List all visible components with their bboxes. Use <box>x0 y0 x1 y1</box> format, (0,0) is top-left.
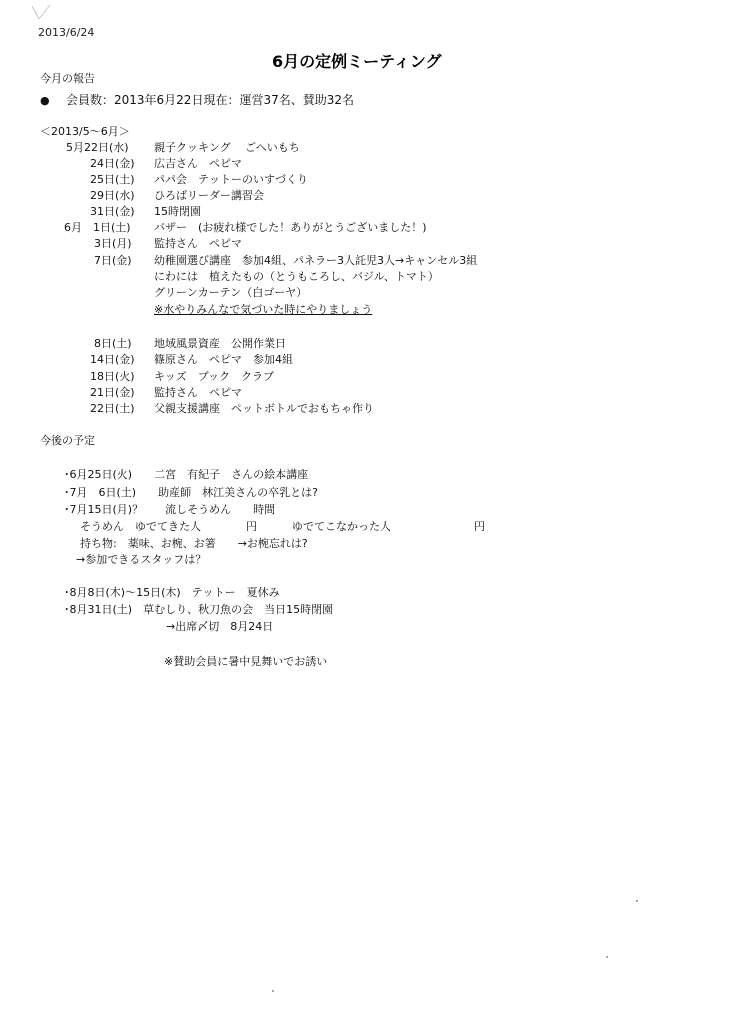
event-text: 父親支援講座 ペットボトルでおもちゃ作り <box>154 402 374 415</box>
plan-item: ･8月8日(木)～15日(木) テットー 夏休み <box>64 586 280 599</box>
event-text: 監持さん ペピマ <box>154 386 242 399</box>
note: ※賛助会員に暑中見舞いでお誘い <box>164 655 328 668</box>
scan-speck <box>606 956 608 958</box>
event-text: 篠原さん ペピマ 参加4組 <box>154 353 293 366</box>
bullet-icon: ● <box>40 94 50 107</box>
event-date: 8日(土) <box>94 337 132 350</box>
event-date: 18日(火) <box>90 370 135 383</box>
event-text: 幼稚園選び講座 参加4組、パネラー3人託児3人→キャンセル3組 <box>154 254 478 267</box>
event-sub-line: グリーンカーテン（白ゴーヤ） <box>154 286 308 299</box>
plan-item: ･7月 6日(土) 助産師 林江美さんの卒乳とは? <box>64 486 318 499</box>
event-text: 15時閉園 <box>154 205 201 218</box>
event-date: 6月 1日(土) <box>64 221 131 234</box>
somen-label-a: そうめん ゆでてきた人 <box>80 520 201 533</box>
event-date: 21日(金) <box>90 386 135 399</box>
scan-speck <box>636 900 638 902</box>
period-label: ＜2013/5～6月＞ <box>40 125 130 138</box>
plans-heading: 今後の予定 <box>40 434 95 447</box>
event-date: 5月22日(水) <box>66 141 129 154</box>
event-text: キッズ ブック クラブ <box>154 370 275 383</box>
event-date: 29日(水) <box>90 189 135 202</box>
bring-items: 持ち物: 薬味、お椀、お箸 →お椀忘れは? <box>80 537 308 550</box>
event-text: パパ会 テットーのいすづくり <box>154 173 308 186</box>
plan-item: ･6月25日(火) 二宮 有紀子 さんの絵本講座 <box>64 468 309 481</box>
event-sub-line: にわには 植えたもの（とうもころし、バジル、トマト） <box>154 270 439 283</box>
event-date: 31日(金) <box>90 205 135 218</box>
somen-yen-b: 円 <box>474 520 485 533</box>
event-text: 広吉さん ペピマ <box>154 157 242 170</box>
deadline: →出席〆切 8月24日 <box>166 620 274 633</box>
plan-item: ･8月31日(土) 草むしり、秋刀魚の会 当日15時閉園 <box>64 603 334 616</box>
event-sub-note: ※水やりみんなで気づいた時にやりましょう <box>154 303 373 316</box>
report-heading: 今月の報告 <box>40 72 95 85</box>
member-count: 会員数：2013年6月22日現在：運営37名、賛助32名 <box>66 93 354 107</box>
pen-mark-icon <box>30 4 52 22</box>
somen-label-b: ゆでてこなかった人 <box>292 520 391 533</box>
event-text: 親子クッキング ごへいもち <box>154 141 300 154</box>
event-date: 24日(金) <box>90 157 135 170</box>
event-date: 22日(土) <box>90 402 135 415</box>
document-date: 2013/6/24 <box>38 26 95 39</box>
event-text: 監持さん ペピマ <box>154 237 242 250</box>
event-text: ひろばリーダー講習会 <box>154 189 264 202</box>
event-date: 14日(金) <box>90 353 135 366</box>
event-text: バザー (お疲れ様でした！ありがとうございました！) <box>154 221 427 234</box>
event-text: 地域風景資産 公開作業日 <box>154 337 286 350</box>
somen-yen-a: 円 <box>246 520 257 533</box>
event-date: 25日(土) <box>90 173 135 186</box>
event-date: 3日(月) <box>94 237 132 250</box>
page-title: 6月の定例ミーティング <box>272 52 442 71</box>
plan-item: ･7月15日(月)？ 流しそうめん 時間 <box>64 503 276 516</box>
staff-question: →参加できるスタッフは？ <box>76 553 207 566</box>
scan-speck <box>272 990 274 992</box>
event-date: 7日(金) <box>94 254 132 267</box>
